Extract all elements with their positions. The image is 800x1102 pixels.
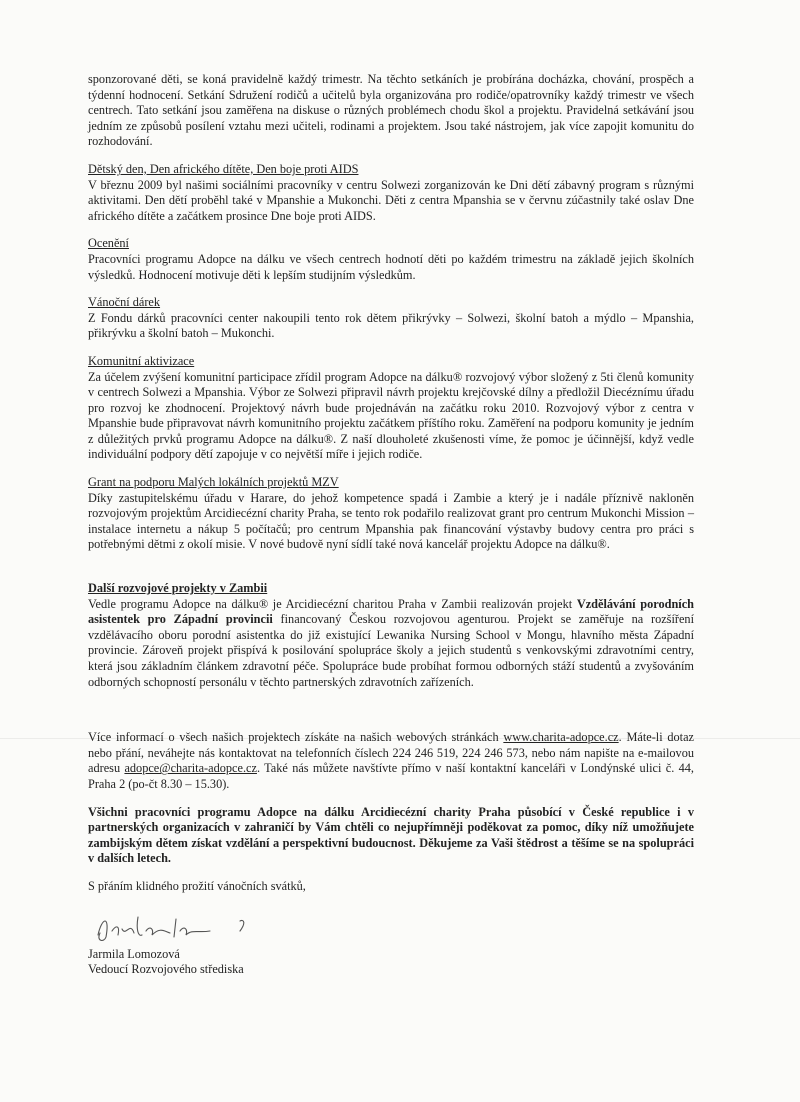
section-awards	[88, 236, 694, 283]
website-link[interactable]: www.charita-adopce.cz	[503, 730, 619, 745]
signatory-role: Vedoucí Rozvojového střediska	[88, 962, 244, 977]
signature-scribble-icon	[90, 907, 260, 947]
section-community	[88, 354, 694, 463]
section-heading: Dětský den, Den afrického dítěte, Den boje proti AIDS	[88, 161, 359, 176]
section-text	[88, 597, 694, 691]
section-heading: Další rozvojové projekty v Zambii	[88, 581, 268, 596]
section-text: Pracovníci programu Adopce na dálku ve všech centrech hodnotí děti po každém trimestru na základě jejich školních výsledků. Hodnocení motivuje děti k lepším studijním výsledkům.	[88, 251, 694, 282]
section-text: Díky zastupitelskému úřadu v Harare, do jehož kompetence spadá i Zambie a který je i nadále příznivě nakloněn rozvojovým projektům Arcidiecézní charity Praha, se tento rok podařilo realizovat grant pro centrum Mukonchi Mission – instalace internetu a nákup 5 počítačů; pro centrum Mpanshia pak financování výstavby budovy centra pro práci s potřebnými dětmi z okolí misie. V nové budově nyní sídlí také nová kancelář projektu Adopce na dálku®.	[88, 490, 694, 552]
email-link[interactable]: adopce@charita-adopce.cz	[124, 761, 257, 776]
section-christmas-gift	[88, 295, 694, 342]
section-heading: Komunitní aktivizace	[88, 353, 195, 368]
text-before: Vedle programu Adopce na dálku® je Arcidiecézní charitou Praha v Zambii realizován projekt	[88, 596, 577, 611]
section-grant	[88, 475, 694, 553]
contact-paragraph	[88, 730, 694, 792]
contact-text: Více informací o všech našich projektech získáte na našich webových stránkách	[88, 730, 504, 745]
section-heading: Vánoční dárek	[88, 295, 161, 310]
greeting: S přáním klidného prožití vánočních svátků,	[88, 878, 306, 893]
section-heading: Grant na podporu Malých lokálních projektů MZV	[88, 475, 339, 490]
letter-page	[88, 72, 694, 978]
section-childrens-day	[88, 162, 694, 224]
intro-paragraph: sponzorované děti, se koná pravidelně každý trimestr. Na těchto setkáních je probírána docházka, chování, prospěch a týdenní hodnocení. Setkání Sdružení rodičů a učitelů byla organizována pro rodiče/opatrovníky každý trimestr ve všech centrech. Tato setkání jsou zaměřena na diskuse o různých problémech chodu škol a projektu. Pravidelná setkávání jsou jedním ze způsobů posílení vztahu mezi učiteli, rodinami a projektem. Jsou také nástrojem, jak více zapojit komunitu do rozhodování.	[88, 72, 694, 149]
section-text: Za účelem zvýšení komunitní participace zřídil program Adopce na dálku® rozvojový výbor složený z 5ti členů komunity v centrech Solwezi a Mpanshia. Výbor ze Solwezi připravil návrh projektu krejčovské dílny a předložil Diecéznímu úřadu pro rozvoj ke zhodnocení. Projektový návrh bude projednáván na začátku roku 2010. Rozvojový výbor z centra v Mpanshie bude připravovat návrh komunitního projektu začátkem příštího roku. Zaměření na podporu komunity je jedním z důležitých prvků programu Adopce na dálku®. Z naší dlouholeté zkušenosti víme, že pomoc je účinnější, když vedle individuální podpory dětí zapojuje v co největší míře i jejich rodiče.	[88, 369, 694, 462]
section-heading: Ocenění	[88, 236, 129, 251]
handwritten-signature	[88, 907, 694, 947]
section-text: V březnu 2009 byl našimi sociálními pracovníky v centru Solwezi zorganizován ke Dni dětí zábavný program s různými aktivitami. Den dětí proběhl také v Mpanshie a Mukonchi. Děti z centra Mpanshia se v červnu zúčastnily také oslav Dne afrického dítěte a začátkem prosince Dne boje proti AIDS.	[88, 177, 694, 223]
project-name: Vzdělávání porodních asistentek pro Západní provincii	[88, 596, 694, 627]
section-text: Z Fondu dárků pracovníci center nakoupili tento rok dětem přikrývky – Solwezi, školní batoh a mýdlo – Mpanshia, přikrývku a školní batoh – Mukonchi.	[88, 310, 694, 341]
signatory-name: Jarmila Lomozová	[88, 946, 180, 961]
thanks-paragraph: Všichni pracovníci programu Adopce na dálku Arcidiecézní charity Praha působící v České republice i v partnerských organizacích v zahraničí by Vám chtěli co nejupřímněji poděkovat za pomoc, díky níž umožňujete zambijským dětem získat vzdělání a perspektivní budoucnost. Děkujeme za Vaši štědrost a těšíme se na spolupráci v dalších letech.	[88, 804, 694, 866]
contact-text: . Také nás můžete navštívte přímo v naší kontaktní kanceláři v Londýnské ulici č. 44, Praha 2 (po-čt 8.30 – 15.30).	[88, 761, 694, 791]
section-other-projects	[88, 581, 694, 690]
contact-text: . Máte-li dotaz nebo přání, neváhejte nás kontaktovat na telefonních číslech 224 246 519, 224 246 573, nebo nám napište na e-mailovou adresu	[88, 730, 695, 776]
text-after: financovaný Českou rozvojovou agenturou. Projekt se zaměřuje na rozšíření vzdělávacího oboru porodní asistentka do již existující Lewanika Nursing School v Mongu, hlavního města Západní provincie. Zároveň projekt přispívá k posilování spolupráce školy a jejich studentů s venkovskými zdravotními centry, která jsou základním článkem zdravotní péče. Spolupráce bude probíhat formou odborných stáží studentů a zvyšováním odborných schopností personálu v těchto partnerských zdravotních zařízeních.	[88, 612, 694, 689]
